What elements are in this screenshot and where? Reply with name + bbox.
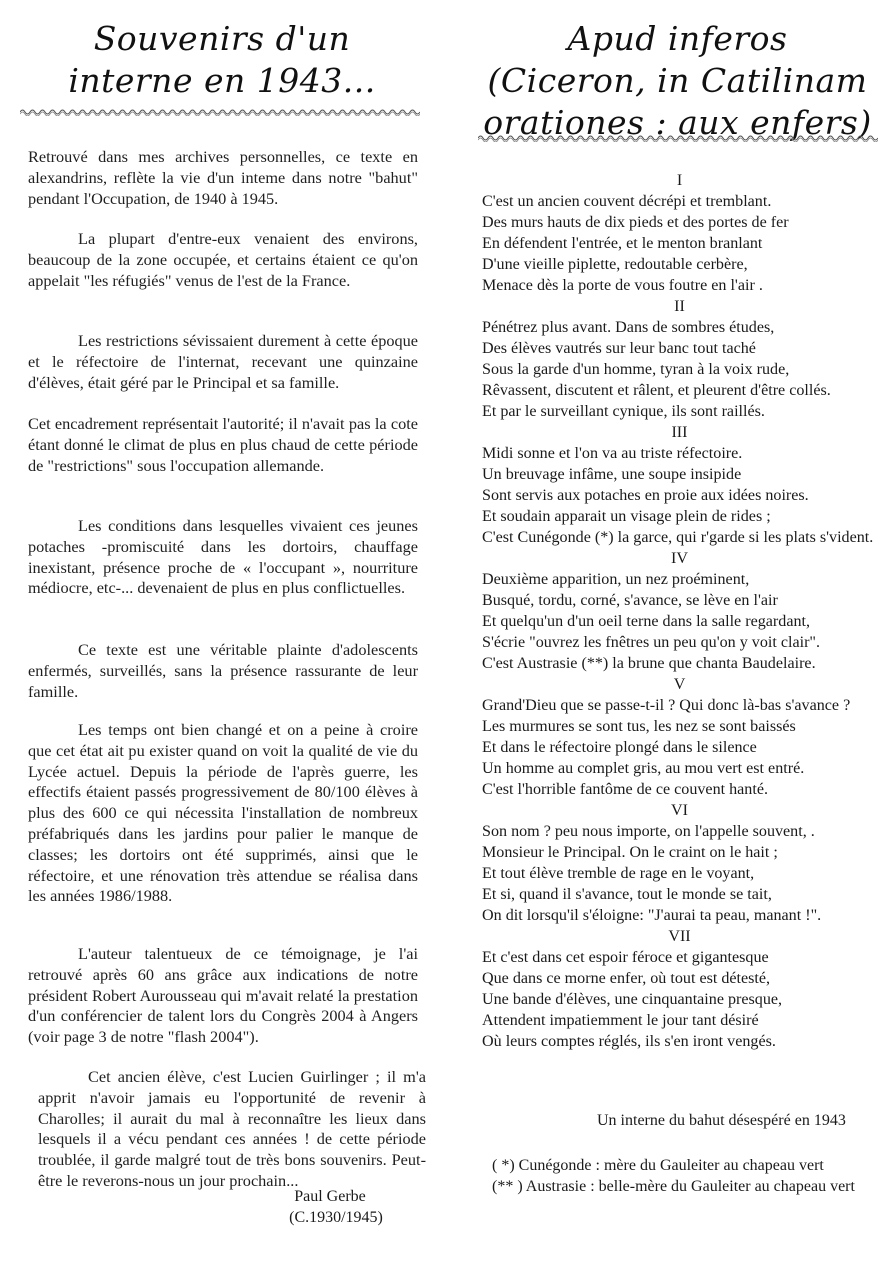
- left-paragraph-9: Cet ancien élève, c'est Lucien Guirlinger ; il m'a apprit n'avoir jamais eu l'opportunité de revenir à Charolles; il aurait du mal à reconnaître les lieux dans lesquels il a vécu pendant ces années ! de cette période troublée, il garde malgré tout de très bons souvenirs. Peut-être le reverons-nous un jour prochain...: [38, 1067, 426, 1190]
- right-title-line3: orationes : aux enfers): [483, 102, 872, 142]
- poem-line: Où leurs comptes réglés, ils s'en iront vengés.: [482, 1033, 776, 1050]
- left-title: [22, 18, 422, 102]
- poem-line: D'une vieille piplette, redoutable cerbère,: [482, 256, 748, 273]
- poem-line: Grand'Dieu que se passe-t-il ? Qui donc là-bas s'avance ?: [482, 697, 851, 714]
- poem-line: C'est l'horrible fantôme de ce couvent hanté.: [482, 781, 768, 798]
- left-paragraph-2: La plupart d'entre-eux venaient des environs, beaucoup de la zone occupée, et certains étaient ce qu'on appelait "les réfugiés" venus de l'est de la France.: [28, 229, 418, 290]
- left-paragraph-3: Les restrictions sévissaient durement à cette époque et le réfectoire de l'internat, recevant une quinzaine d'élèves, était géré par le Principal et sa famille.: [28, 331, 418, 392]
- footnote-2: (** ) Austrasie : belle-mère du Gauleiter au chapeau vert: [492, 1178, 855, 1195]
- poem-line: Rêvassent, discutent et râlent, et pleurent d'être collés.: [482, 382, 831, 399]
- poem-line: Que dans ce morne enfer, où tout est détesté,: [482, 970, 771, 987]
- footnote-1: ( *) Cunégonde : mère du Gauleiter au chapeau vert: [492, 1157, 824, 1174]
- poem-line: Et tout élève tremble de rage en le voyant,: [482, 865, 755, 882]
- left-paragraph-1: Retrouvé dans mes archives personnelles, ce texte en alexandrins, reflète la vie d'un inteme dans notre "bahut" pendant l'Occupation, de 1940 à 1945.: [28, 147, 418, 208]
- poem-line: S'écrie "ouvrez les fnêtres un peu qu'on y voit clair".: [482, 634, 821, 651]
- left-paragraph-8: L'auteur talentueux de ce témoignage, je l'ai retrouvé après 60 ans grâce aux indications de notre président Robert Aurousseau qui m'avait relaté la prestation d'un conférencier de talent lors du Congrès 2004 à Angers (voir page 3 de notre "flash 2004").: [28, 944, 418, 1047]
- poem-line: Deuxième apparition, un nez proéminent,: [482, 571, 750, 588]
- poem-line: C'est Austrasie (**) la brune que chanta Baudelaire.: [482, 655, 816, 672]
- poem-line: Midi sonne et l'on va au triste réfectoire.: [482, 445, 743, 462]
- right-wavy-divider: [478, 134, 878, 142]
- left-signature-dates: (C.1930/1945): [289, 1209, 383, 1226]
- left-title-line2: interne en 1943...: [68, 60, 376, 100]
- poem-line: Et c'est dans cet espoir féroce et gigantesque: [482, 949, 769, 966]
- left-signature-name: Paul Gerbe: [294, 1188, 366, 1205]
- left-paragraph-7: Les temps ont bien changé et on a peine à croire que cet état ait pu exister quand on voit la qualité de vie du Lycée actuel. Depuis la période de l'après guerre, les effectifs étaient passés progressivement de 80/100 élèves à plus des 600 ce qui nécessita l'installation de nombreux préfabriqués dans les jardins pour palier le manque de classes; les dortoirs ont été supprimés, ainsi que le réfectoire, et une rénovation très attendue se réalisa dans les années 1986/1988.: [28, 720, 418, 906]
- poem-signature: Un interne du bahut désespéré en 1943: [597, 1112, 846, 1129]
- poem-line: Sont servis aux potaches en proie aux idées noires.: [482, 487, 809, 504]
- poem-line: On dit lorsqu'il s'éloigne: "J'aurai ta peau, manant !".: [482, 907, 822, 924]
- poem-line: Des murs hauts de dix pieds et des portes de fer: [482, 214, 789, 231]
- poem: [482, 170, 877, 1052]
- poem-line: Pénétrez plus avant. Dans de sombres études,: [482, 319, 775, 336]
- right-title: [470, 18, 885, 144]
- poem-line: Sous la garde d'un homme, tyran à la voix rude,: [482, 361, 790, 378]
- poem-line: En défendent l'entrée, et le menton branlant: [482, 235, 763, 252]
- poem-line: Un breuvage infâme, une soupe insipide: [482, 466, 742, 483]
- stanza-number: VII: [668, 928, 691, 945]
- right-title-line1: Apud inferos: [567, 19, 788, 58]
- poem-line: Et quelqu'un d'un oeil terne dans la salle regardant,: [482, 613, 811, 630]
- poem-line: Son nom ? peu nous importe, on l'appelle souvent, .: [482, 823, 815, 840]
- left-paragraph-5: Les conditions dans lesquelles vivaient ces jeunes potaches -promiscuité dans les dortoirs, chauffage inexistant, présence proche de « l'occupant », nourriture médiocre, etc-... devenaient de plus en plus conflictuelles.: [28, 516, 418, 598]
- poem-line: Un homme au complet gris, au mou vert est entré.: [482, 760, 805, 777]
- poem-line: Monsieur le Principal. On le craint on le hait ;: [482, 844, 778, 861]
- poem-line: Et par le surveillant cynique, ils sont raillés.: [482, 403, 765, 420]
- stanza-number: I: [676, 172, 683, 189]
- stanza-number: IV: [671, 550, 688, 567]
- right-title-line2: (Ciceron, in Catilinam: [487, 60, 868, 100]
- stanza-number: II: [674, 298, 685, 315]
- poem-line: Busqué, tordu, corné, s'avance, se lève en l'air: [482, 592, 778, 609]
- left-wavy-divider: [20, 108, 420, 116]
- stanza-number: V: [673, 676, 686, 693]
- left-paragraph-6: Ce texte est une véritable plainte d'adolescents enfermés, surveillés, sans la présence rassurante de leur famille.: [28, 640, 418, 701]
- stanza-number: III: [671, 424, 688, 441]
- poem-line: Attendent impatiemment le jour tant désiré: [482, 1012, 759, 1029]
- poem-line: Et dans le réfectoire plongé dans le silence: [482, 739, 757, 756]
- left-title-line1: Souvenirs d'un: [93, 19, 351, 58]
- poem-line: Une bande d'élèves, une cinquantaine presque,: [482, 991, 783, 1008]
- poem-line: C'est Cunégonde (*) la garce, qui r'garde si les plats s'vident.: [482, 529, 874, 546]
- left-paragraph-4: Cet encadrement représentait l'autorité; il n'avait pas la cote étant donné le climat de plus en plus chaud de cette période de "restrictions" sous l'occupation allemande.: [28, 414, 418, 475]
- poem-line: Des élèves vautrés sur leur banc tout taché: [482, 340, 756, 357]
- poem-line: Et si, quand il s'avance, tout le monde se tait,: [482, 886, 772, 903]
- poem-line: Les murmures se sont tus, les nez se sont baissés: [482, 718, 796, 735]
- stanza-number: VI: [671, 802, 688, 819]
- poem-line: C'est un ancien couvent décrépi et tremblant.: [482, 193, 772, 210]
- poem-line: Et soudain apparait un visage plein de rides ;: [482, 508, 771, 525]
- poem-line: Menace dès la porte de vous foutre en l'air .: [482, 277, 763, 294]
